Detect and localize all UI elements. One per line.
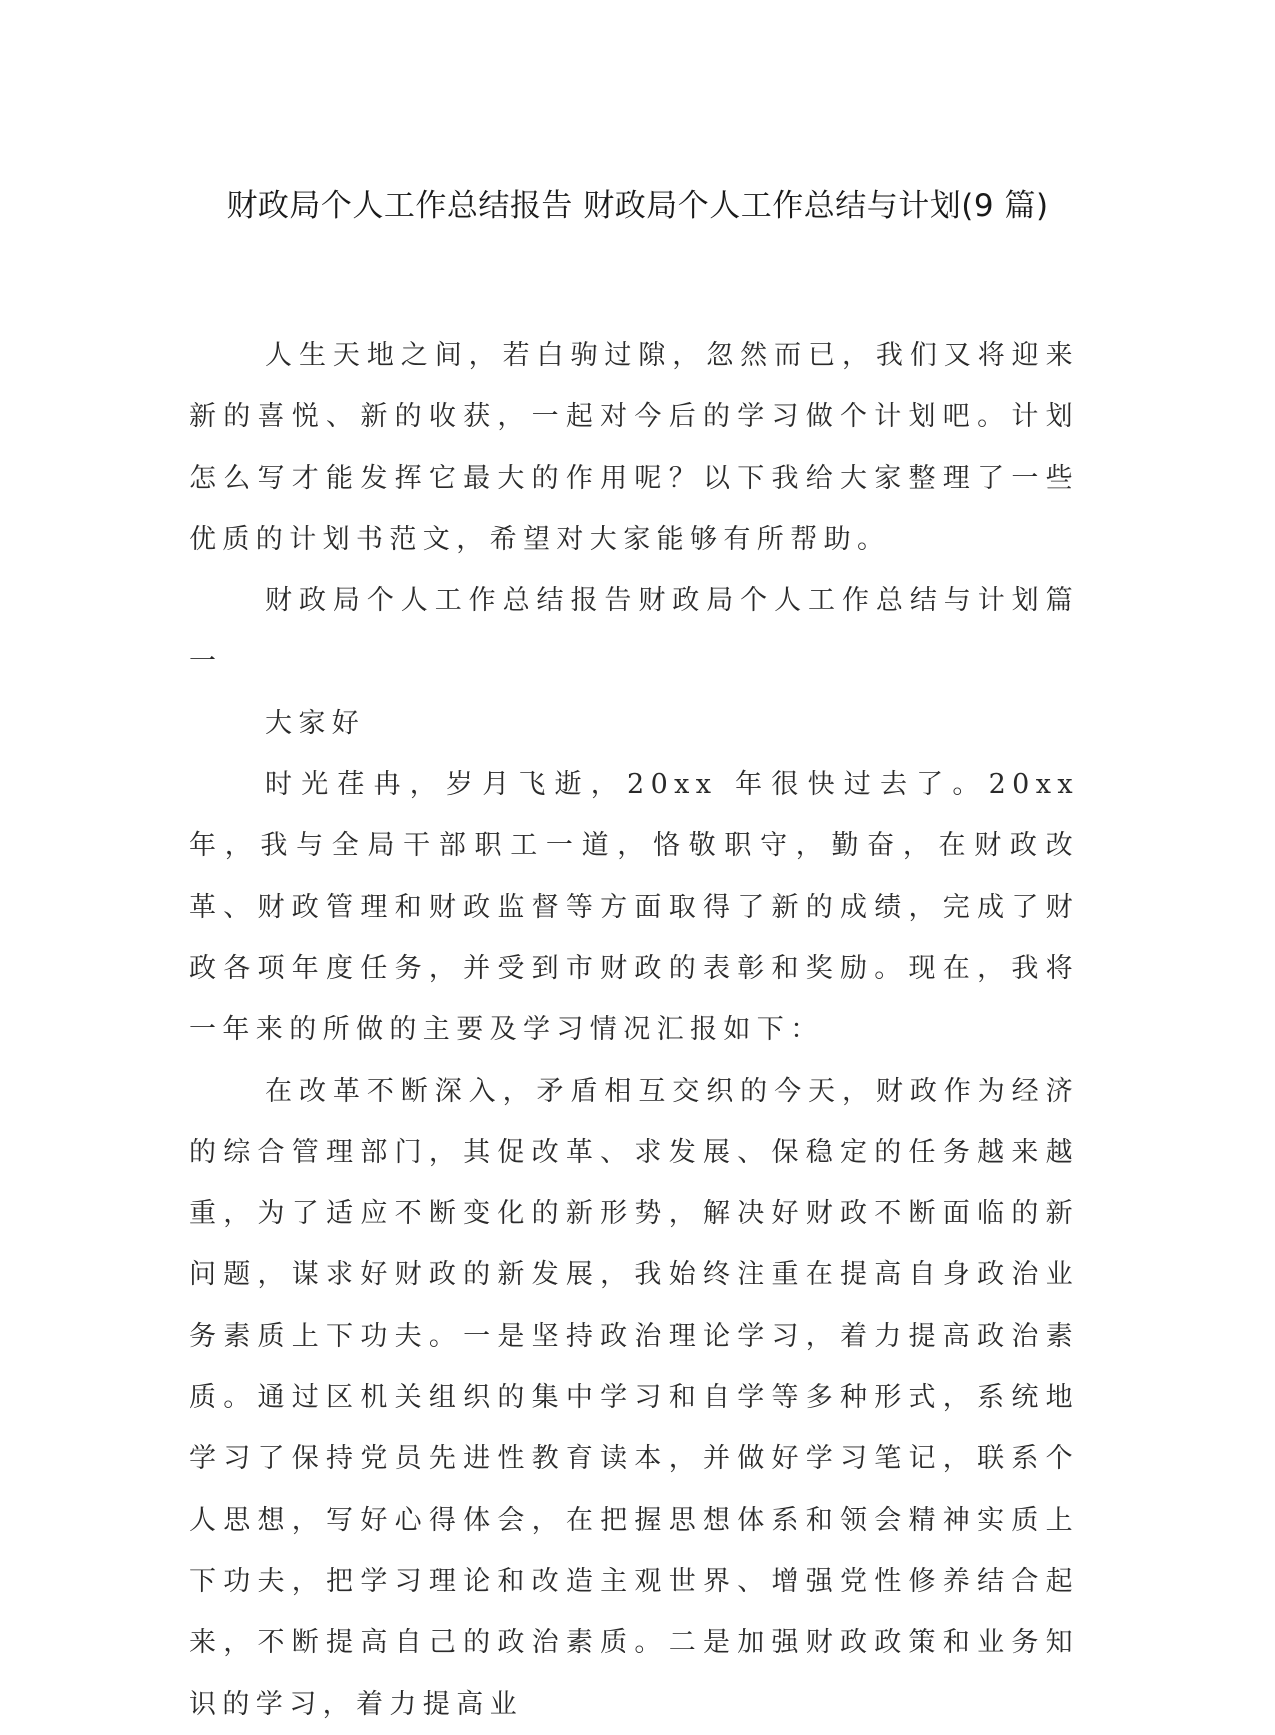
document-title: 财政局个人工作总结报告 财政局个人工作总结与计划(9 篇) xyxy=(226,188,1049,224)
document-body xyxy=(189,325,1079,1735)
paragraph-section-heading: 财政局个人工作总结报告财政局个人工作总结与计划篇一 xyxy=(189,585,1079,678)
paragraph-greeting: 大家好 xyxy=(265,707,366,739)
paragraph-intro: 人生天地之间，若白驹过隙，忽然而已，我们又将迎来新的喜悦、新的收获，一起对今后的学习做个计划吧。计划怎么写才能发挥它最大的作用呢？以下我给大家整理了一些优质的计划书范文，希望对大家能够有所帮助。 xyxy=(189,340,1079,555)
paragraph-review: 时光荏冉，岁月飞逝，20xx 年很快过去了。20xx 年，我与全局干部职工一道，恪敬职守，勤奋，在财政改革、财政管理和财政监督等方面取得了新的成绩，完成了财政各项年度任务，并受到市财政的表彰和奖励。现在，我将一年来的所做的主要及学习情况汇报如下： xyxy=(189,769,1079,1046)
paragraph-study: 在改革不断深入，矛盾相互交织的今天，财政作为经济的综合管理部门，其促改革、求发展、保稳定的任务越来越重，为了适应不断变化的新形势，解决好财政不断面临的新问题，谋求好财政的新发展，我始终注重在提高自身政治业务素质上下功夫。一是坚持政治理论学习，着力提高政治素质。通过区机关组织的集中学习和自学等多种形式，系统地学习了保持党员先进性教育读本，并做好学习笔记，联系个人思想，写好心得体会，在把握思想体系和领会精神实质上下功夫，把学习理论和改造主观世界、增强党性修养结合起来，不断提高自己的政治素质。二是加强财政政策和业务知识的学习，着力提高业 xyxy=(189,1075,1079,1720)
